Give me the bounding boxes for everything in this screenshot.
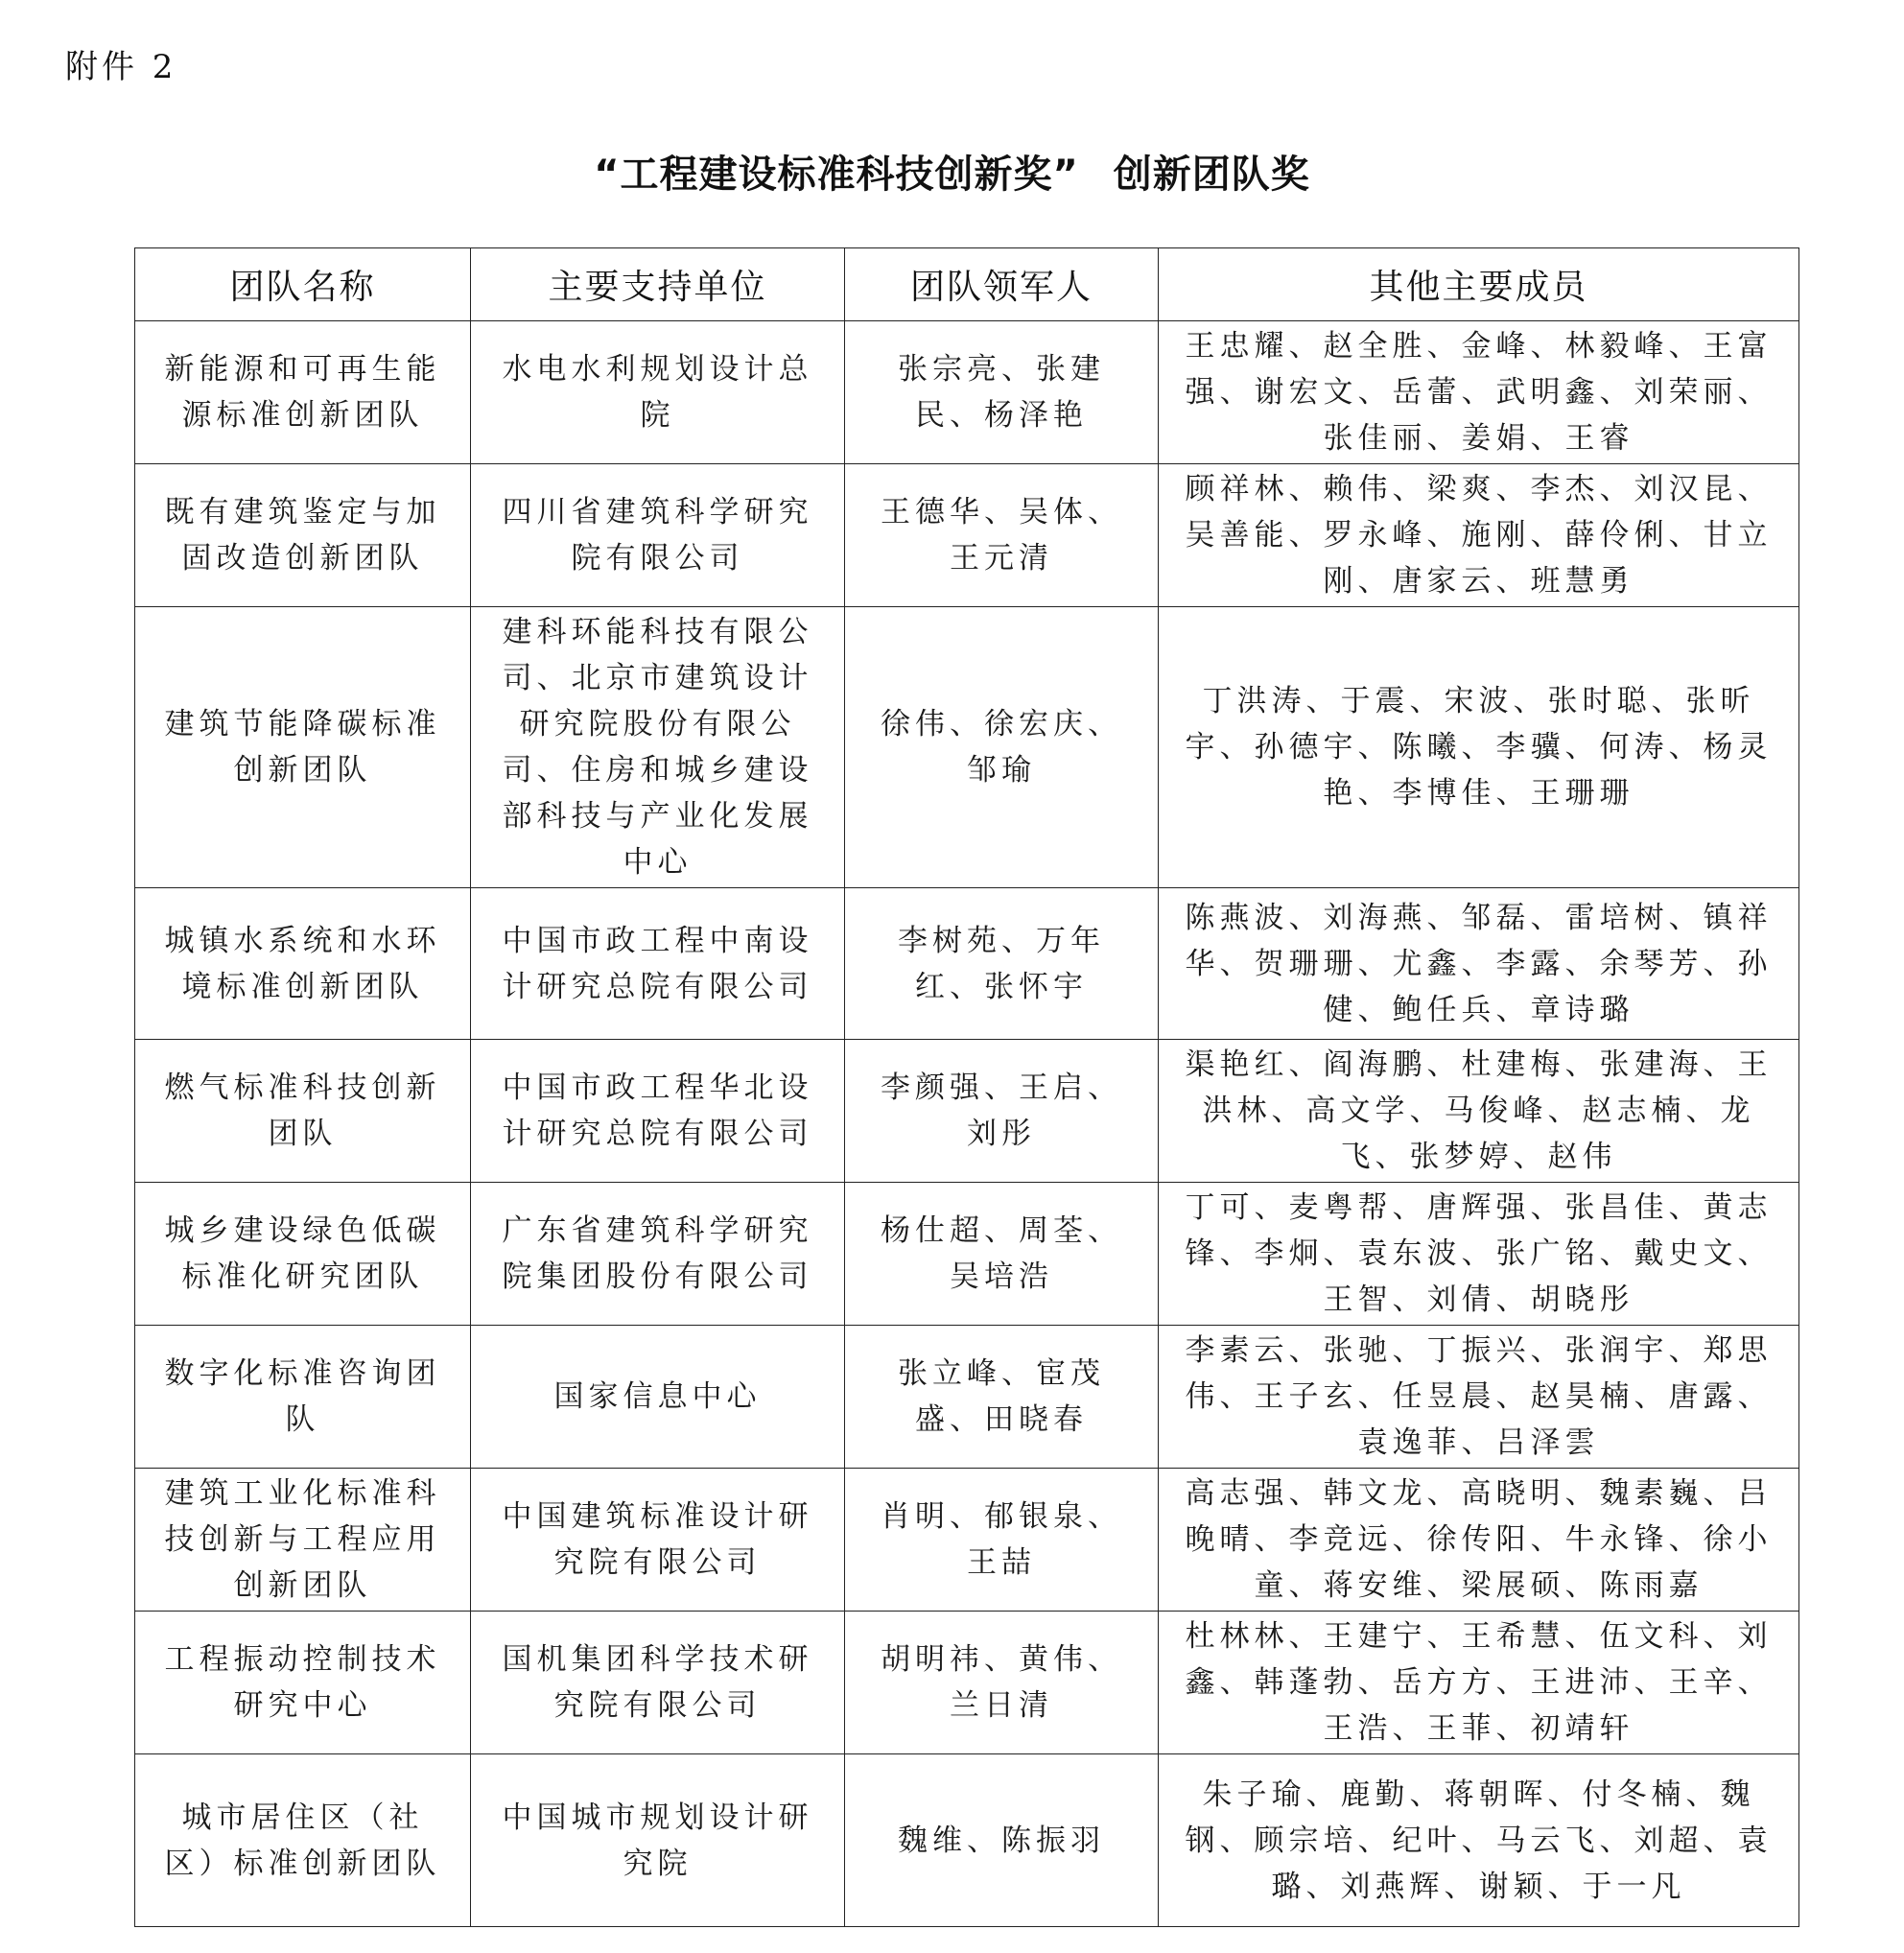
award-table xyxy=(134,247,1799,1927)
members-cell: 顾祥林、赖伟、梁爽、李杰、刘汉昆、吴善能、罗永峰、施刚、薛伶俐、甘立刚、唐家云、班慧勇 xyxy=(1159,464,1799,607)
attachment-label: 附件 2 xyxy=(65,48,177,86)
table-row xyxy=(135,1040,1799,1183)
team-name-cell: 建筑节能降碳标准创新团队 xyxy=(135,607,471,888)
team-leader-cell: 张立峰、宦茂盛、田晓春 xyxy=(845,1326,1159,1469)
members-cell: 丁洪涛、于震、宋波、张时聪、张昕宇、孙德宇、陈曦、李骥、何涛、杨灵艳、李博佳、王珊珊 xyxy=(1159,607,1799,888)
table-row xyxy=(135,1754,1799,1927)
team-name-cell: 城市居住区（社区）标准创新团队 xyxy=(135,1754,471,1927)
team-name-cell: 城乡建设绿色低碳标准化研究团队 xyxy=(135,1183,471,1326)
team-name-cell: 工程振动控制技术研究中心 xyxy=(135,1612,471,1754)
support-unit-cell: 中国市政工程华北设计研究总院有限公司 xyxy=(471,1040,845,1183)
members-cell: 朱子瑜、鹿勤、蒋朝晖、付冬楠、魏钢、顾宗培、纪叶、马云飞、刘超、袁璐、刘燕辉、谢颖、于一凡 xyxy=(1159,1754,1799,1927)
table-row xyxy=(135,607,1799,888)
table-row xyxy=(135,888,1799,1040)
team-name-cell: 燃气标准科技创新团队 xyxy=(135,1040,471,1183)
support-unit-cell: 国家信息中心 xyxy=(471,1326,845,1469)
team-leader-cell: 李颜强、王启、刘彤 xyxy=(845,1040,1159,1183)
team-leader-cell: 杨仕超、周荃、吴培浩 xyxy=(845,1183,1159,1326)
team-leader-cell: 王德华、吴体、王元清 xyxy=(845,464,1159,607)
table-row xyxy=(135,321,1799,464)
team-leader-cell: 徐伟、徐宏庆、邹瑜 xyxy=(845,607,1159,888)
members-cell: 高志强、韩文龙、高晓明、魏素巍、吕晚晴、李竞远、徐传阳、牛永锋、徐小童、蒋安维、梁展硕、陈雨嘉 xyxy=(1159,1469,1799,1612)
support-unit-cell: 四川省建筑科学研究院有限公司 xyxy=(471,464,845,607)
team-name-cell: 新能源和可再生能源标准创新团队 xyxy=(135,321,471,464)
support-unit-cell: 广东省建筑科学研究院集团股份有限公司 xyxy=(471,1183,845,1326)
table-row xyxy=(135,1326,1799,1469)
support-unit-cell: 中国建筑标准设计研究院有限公司 xyxy=(471,1469,845,1612)
table-row xyxy=(135,1612,1799,1754)
table-header-row xyxy=(135,248,1799,321)
support-unit-cell: 中国城市规划设计研究院 xyxy=(471,1754,845,1927)
table-row xyxy=(135,1183,1799,1326)
header-team-leader: 团队领军人 xyxy=(845,248,1159,321)
members-cell: 李素云、张驰、丁振兴、张润宇、郑思伟、王子玄、任昱晨、赵昊楠、唐露、袁逸菲、吕泽雲 xyxy=(1159,1326,1799,1469)
header-team-name: 团队名称 xyxy=(135,248,471,321)
team-name-cell: 数字化标准咨询团队 xyxy=(135,1326,471,1469)
document-title xyxy=(0,144,1904,199)
support-unit-cell: 国机集团科学技术研究院有限公司 xyxy=(471,1612,845,1754)
team-name-cell: 城镇水系统和水环境标准创新团队 xyxy=(135,888,471,1040)
team-leader-cell: 张宗亮、张建民、杨泽艳 xyxy=(845,321,1159,464)
title-sub: 创新团队奖 xyxy=(1113,153,1310,197)
header-other-members: 其他主要成员 xyxy=(1159,248,1799,321)
support-unit-cell: 建科环能科技有限公司、北京市建筑设计研究院股份有限公司、住房和城乡建设部科技与产业化发展中心 xyxy=(471,607,845,888)
members-cell: 王忠耀、赵全胜、金峰、林毅峰、王富强、谢宏文、岳蕾、武明鑫、刘荣丽、张佳丽、姜娟、王睿 xyxy=(1159,321,1799,464)
title-main: “工程建设标准科技创新奖” xyxy=(594,153,1079,197)
header-support-unit: 主要支持单位 xyxy=(471,248,845,321)
team-leader-cell: 肖明、郁银泉、王喆 xyxy=(845,1469,1159,1612)
table-row xyxy=(135,1469,1799,1612)
members-cell: 丁可、麦粤帮、唐辉强、张昌佳、黄志锋、李炯、袁东波、张广铭、戴史文、王智、刘倩、胡晓彤 xyxy=(1159,1183,1799,1326)
team-leader-cell: 魏维、陈振羽 xyxy=(845,1754,1159,1927)
support-unit-cell: 水电水利规划设计总院 xyxy=(471,321,845,464)
members-cell: 杜林林、王建宁、王希慧、伍文科、刘鑫、韩蓬勃、岳方方、王进沛、王辛、王浩、王菲、初靖轩 xyxy=(1159,1612,1799,1754)
support-unit-cell: 中国市政工程中南设计研究总院有限公司 xyxy=(471,888,845,1040)
team-leader-cell: 李树苑、万年红、张怀宇 xyxy=(845,888,1159,1040)
table-row xyxy=(135,464,1799,607)
team-name-cell: 既有建筑鉴定与加固改造创新团队 xyxy=(135,464,471,607)
members-cell: 陈燕波、刘海燕、邹磊、雷培树、镇祥华、贺珊珊、尤鑫、李露、余琴芳、孙健、鲍任兵、章诗璐 xyxy=(1159,888,1799,1040)
team-name-cell: 建筑工业化标准科技创新与工程应用创新团队 xyxy=(135,1469,471,1612)
members-cell: 渠艳红、阎海鹏、杜建梅、张建海、王洪林、高文学、马俊峰、赵志楠、龙飞、张梦婷、赵伟 xyxy=(1159,1040,1799,1183)
team-leader-cell: 胡明祎、黄伟、兰日清 xyxy=(845,1612,1159,1754)
